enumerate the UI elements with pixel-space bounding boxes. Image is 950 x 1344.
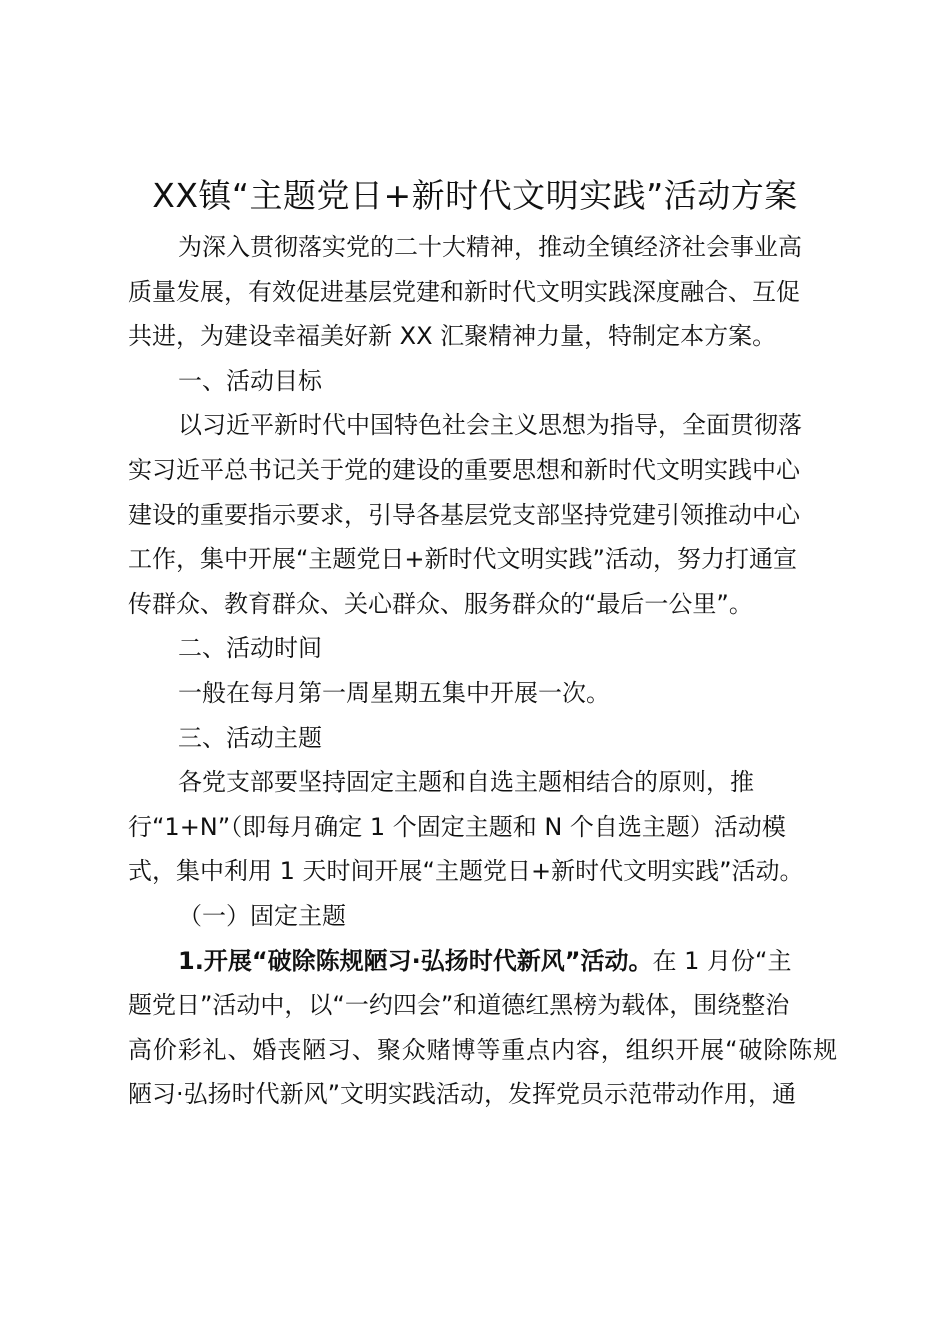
section-heading	[128, 626, 838, 671]
paragraph-line	[128, 671, 838, 716]
section-heading	[128, 716, 838, 761]
paragraph-line	[128, 1072, 838, 1117]
section-heading	[128, 359, 838, 404]
paragraph-line	[128, 493, 838, 538]
paragraph-line	[128, 805, 838, 850]
line-text: 高价彩礼、婚丧陋习、聚众赌博等重点内容，组织开展“破除陈规	[128, 1035, 838, 1064]
paragraph-line	[128, 270, 838, 315]
document-title: XX镇“主题党日+新时代文明实践”活动方案	[152, 176, 798, 215]
line-text: 一、活动目标	[178, 366, 322, 395]
paragraph-line	[128, 760, 838, 805]
line-text: 三、活动主题	[178, 723, 322, 752]
line-text: 一般在每月第一周星期五集中开展一次。	[178, 678, 610, 707]
paragraph-line	[128, 849, 838, 894]
subsection-heading	[128, 894, 838, 939]
line-text: 传群众、教育群众、关心群众、服务群众的“最后一公里”。	[128, 589, 753, 618]
paragraph-line	[128, 448, 838, 493]
paragraph-line	[128, 983, 838, 1028]
paragraph-line	[128, 582, 838, 627]
line-text: 共进，为建设幸福美好新 XX 汇聚精神力量，特制定本方案。	[128, 322, 777, 351]
line-text: 二、活动时间	[178, 634, 322, 663]
line-text: 式，集中利用 1 天时间开展“主题党日+新时代文明实践”活动。	[128, 857, 804, 886]
paragraph-line	[128, 403, 838, 448]
line-text: （一）固定主题	[178, 901, 346, 930]
line-text: 在 1 月份“主	[652, 946, 792, 975]
document-body	[128, 225, 838, 1117]
line-text: 质量发展，有效促进基层党建和新时代文明实践深度融合、互促	[128, 277, 800, 306]
paragraph-line	[128, 225, 838, 270]
line-text: 实习近平总书记关于党的建设的重要思想和新时代文明实践中心	[128, 455, 800, 484]
line-text: 工作，集中开展“主题党日+新时代文明实践”活动，努力打通宣	[128, 545, 797, 574]
line-text: 各党支部要坚持固定主题和自选主题相结合的原则，推	[178, 768, 754, 797]
line-text: 为深入贯彻落实党的二十大精神，推动全镇经济社会事业高	[178, 233, 802, 261]
line-text: 以习近平新时代中国特色社会主义思想为指导，全面贯彻落	[178, 411, 802, 440]
paragraph-line	[128, 939, 838, 984]
item-heading: 1.开展“破除陈规陋习·弘扬时代新风”活动。	[178, 946, 653, 975]
line-text: 题党日”活动中，以“一约四会”和道德红黑榜为载体，围绕整治	[128, 991, 790, 1020]
line-text: 陋习·弘扬时代新风”文明实践活动，发挥党员示范带动作用，通	[128, 1080, 797, 1109]
paragraph-line	[128, 537, 838, 582]
paragraph-line	[128, 1028, 838, 1073]
line-text: 行“1+N”（即每月确定 1 个固定主题和 N 个自选主题）活动模	[128, 812, 786, 841]
paragraph-line	[128, 314, 838, 359]
line-text: 建设的重要指示要求，引导各基层党支部坚持党建引领推动中心	[128, 500, 800, 529]
